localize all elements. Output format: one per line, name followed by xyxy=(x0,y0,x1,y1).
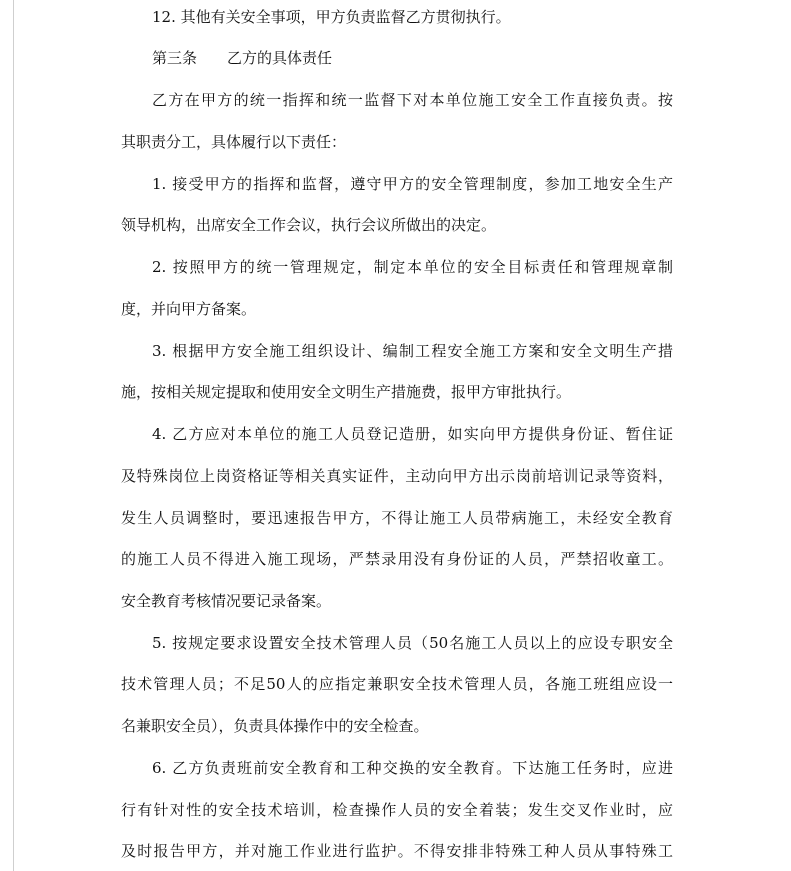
item-1-line: 1. 接受甲方的指挥和监督，遵守甲方的安全管理制度，参加工地安全生产 xyxy=(152,175,673,193)
article-number: 第三条 xyxy=(152,49,198,67)
paragraph-line: 乙方在甲方的统一指挥和统一监督下对本单位施工安全工作直接负责。按 xyxy=(152,91,673,109)
item-3-line: 3. 根据甲方安全施工组织设计、编制工程安全施工方案和安全文明生产措 xyxy=(152,342,673,360)
item-12-line: 12. 其他有关安全事项，甲方负责监督乙方贯彻执行。 xyxy=(152,8,511,26)
item-5-line: 5. 按规定要求设置安全技术管理人员（50名施工人员以上的应设专职安全 xyxy=(152,634,673,652)
item-5-line: 技术管理人员；不足50人的应指定兼职安全技术管理人员，各施工班组应设一 xyxy=(121,675,673,693)
article-title: 乙方的具体责任 xyxy=(227,49,333,67)
page-left-border xyxy=(13,0,14,871)
item-2-line: 度，并向甲方备案。 xyxy=(121,300,257,318)
item-6-line: 6. 乙方负责班前安全教育和工种交换的安全教育。下达施工任务时，应进 xyxy=(152,759,673,777)
item-2-line: 2. 按照甲方的统一管理规定，制定本单位的安全目标责任和管理规章制 xyxy=(152,258,673,276)
item-6-line: 行有针对性的安全技术培训，检查操作人员的安全着装；发生交叉作业时，应 xyxy=(121,801,673,819)
item-1-line: 领导机构，出席安全工作会议，执行会议所做出的决定。 xyxy=(121,216,497,234)
item-4-line: 的施工人员不得进入施工现场，严禁录用没有身份证的人员，严禁招收童工。 xyxy=(121,550,673,568)
item-5-line: 名兼职安全员），负责具体操作中的安全检查。 xyxy=(121,717,429,735)
article-heading xyxy=(152,48,332,68)
paragraph-line: 其职责分工，具体履行以下责任： xyxy=(121,133,347,151)
item-4-line: 及特殊岗位上岗资格证等相关真实证件，主动向甲方出示岗前培训记录等资料， xyxy=(121,467,673,485)
item-4-line: 4. 乙方应对本单位的施工人员登记造册，如实向甲方提供身份证、暂住证 xyxy=(152,425,673,443)
item-3-line: 施，按相关规定提取和使用安全文明生产措施费，报甲方审批执行。 xyxy=(121,383,572,401)
item-6-line: 及时报告甲方，并对施工作业进行监护。不得安排非特殊工种人员从事特殊工 xyxy=(121,842,673,860)
item-4-line: 安全教育考核情况要记录备案。 xyxy=(121,592,332,610)
item-4-line: 发生人员调整时，要迅速报告甲方，不得让施工人员带病施工，未经安全教育 xyxy=(121,509,673,527)
